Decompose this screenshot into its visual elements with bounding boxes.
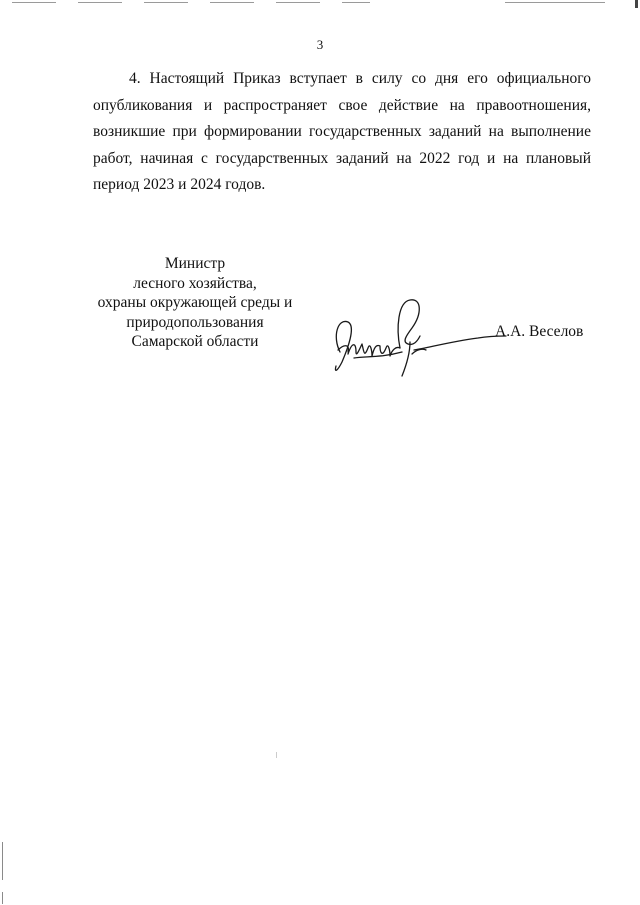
signatory-title-line: Самарской области bbox=[131, 333, 259, 350]
signatory-title-line: охраны окружающей среды и bbox=[97, 294, 293, 311]
handwritten-signature bbox=[318, 292, 508, 384]
scan-corner-mark bbox=[635, 0, 638, 8]
scan-edge-marks bbox=[0, 0, 640, 6]
scan-edge-line bbox=[2, 842, 3, 880]
signatory-title-line: природопользования bbox=[126, 313, 264, 331]
signatory-name: А.А. Веселов bbox=[495, 323, 584, 340]
scan-edge-line bbox=[2, 892, 3, 904]
page-number: 3 bbox=[316, 37, 324, 52]
scan-speck bbox=[276, 752, 277, 758]
signatory-title bbox=[78, 254, 312, 352]
paragraph-4: 4. Настоящий Приказ вступает в силу со дня его официального опубликования и распространяет свое действие на правоотношения, возникшие при формировании государственных заданий на выполнение работ, начиная с государственных заданий на 2022 год и на плановый период 2023 и 2024 годов. bbox=[93, 70, 591, 193]
signatory-title-line: лесного хозяйства, bbox=[133, 274, 257, 292]
signatory-title-line: Министр bbox=[164, 255, 226, 272]
